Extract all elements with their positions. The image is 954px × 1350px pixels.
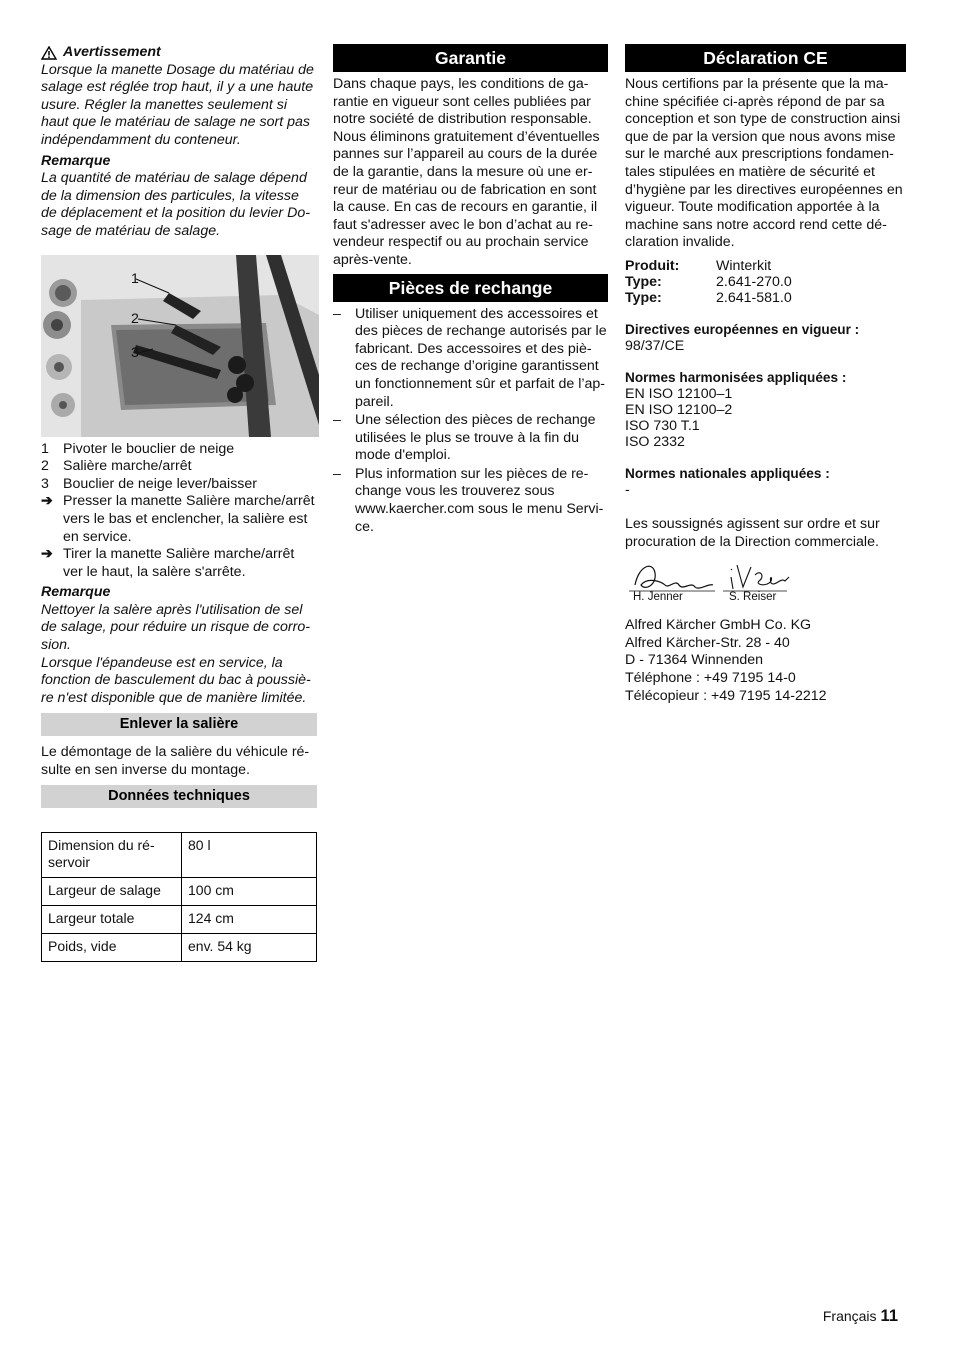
- table-cell: Largeur de salage: [42, 877, 182, 905]
- list-item: [41, 546, 317, 581]
- ce-text: Nous certifions par la présente que la ma-chine spécifiée ci-après répond de par sa conception et son type de construction ainsi que de par la version que nous avons mise sur le marché aux prescriptions fondamen-tales stipulées en matière de sécurité et d’hygiène par les directives européennes en vigueur. Toute modification apportée à la machine sans notre accord rend cette dé-claration invalide.: [625, 76, 903, 251]
- table-row: [42, 933, 317, 961]
- figure-label: 3: [131, 344, 139, 361]
- table-cell: 124 cm: [182, 905, 317, 933]
- signer-name: S. Reiser: [729, 591, 777, 604]
- guarantee-text: Dans chaque pays, les conditions de ga-rantie en vigueur sont celles publiées par notre société de distribution responsable. Nous éliminons gratuitement d’éventuelles pannes sur l’appareil au cours de la durée de la garantie, dans la mesure où une er-reur de matériau ou de fabrication en sont la cause. En cas de recours en garantie, il faut s'adresser avec le bon d’achat au re-vendeur respectif ou au prochain service après-vente.: [333, 76, 600, 268]
- product-value: Winterkit: [716, 257, 772, 274]
- arrow-icon: ➔: [41, 493, 53, 510]
- item-text: Bouclier de neige lever/baisser: [63, 475, 258, 492]
- warning-title: Avertissement: [63, 44, 161, 60]
- item-text: Tirer la manette Salière marche/arrêt ver le haut, la salère s'arrête.: [63, 546, 295, 580]
- table-cell: 100 cm: [182, 877, 317, 905]
- warning-text: Lorsque la manette Dosage du matériau de salage est réglée trop haut, il y a une haute usure. Régler la manettes seulement si haut que le matériau de salage ne sort pas indépendamment du conteneur.: [41, 61, 314, 148]
- national-value: -: [625, 481, 630, 498]
- address-line: D - 71364 Winnenden: [625, 652, 764, 669]
- list-item: [41, 493, 317, 546]
- figure-label: 1: [131, 270, 139, 287]
- arrow-list: [41, 493, 317, 581]
- address-line: Téléphone : +49 7195 14-0: [625, 669, 796, 686]
- item-text: Pivoter le bouclier de neige: [63, 440, 235, 457]
- dash-marker: –: [333, 465, 341, 482]
- tech-data-table: [41, 832, 317, 962]
- address-line: Alfred Kärcher-Str. 28 - 40: [625, 634, 790, 651]
- middle-column: [333, 44, 608, 537]
- table-cell: 80 l: [182, 832, 317, 877]
- dash-marker: –: [333, 412, 341, 429]
- list-item: [41, 476, 317, 494]
- table-cell: Largeur totale: [42, 905, 182, 933]
- table-row: [42, 877, 317, 905]
- section-heading: Enlever la salière: [41, 713, 317, 736]
- note-text: Nettoyer la salère après l'utilisation de sel de salage, pour réduire un risque de corro-sion.: [41, 601, 310, 654]
- table-cell: Dimension du ré-servoir: [42, 832, 182, 877]
- product-key: Type:: [625, 273, 662, 290]
- section-heading: Garantie: [333, 44, 608, 72]
- harmonised-title: Normes harmonisées appliquées :: [625, 369, 847, 385]
- note-title: Remarque: [41, 584, 111, 601]
- address-line: Alfred Kärcher GmbH Co. KG: [625, 617, 812, 634]
- national-title: Normes nationales appliquées :: [625, 465, 830, 481]
- product-value: 2.641-270.0: [716, 273, 792, 290]
- item-number: 3: [41, 475, 49, 492]
- control-levers-photo: [41, 255, 319, 437]
- harmonised-value: EN ISO 12100–1: [625, 385, 733, 402]
- item-text: Plus information sur les pièces de re-change vous les trouverez sous www.kaercher.com sous le menu Servi-ce.: [355, 465, 604, 535]
- product-row: [625, 290, 906, 306]
- dash-list: [333, 306, 608, 537]
- signers-text: Les soussignés agissent sur ordre et sur procuration de la Direction commerciale.: [625, 515, 880, 550]
- signatures: [625, 555, 906, 607]
- arrow-icon: ➔: [41, 546, 53, 563]
- page-number: 11: [880, 1307, 898, 1325]
- note-text: La quantité de matériau de salage dépend de la dimension des particules, la vitesse de déplacement et la position du levier Do-sage de matériau de salage.: [41, 170, 310, 239]
- section-heading: Déclaration CE: [625, 44, 906, 72]
- list-item: [41, 458, 317, 476]
- item-number: 1: [41, 440, 49, 457]
- note-text: Lorsque l'épandeuse est en service, la fonction de basculement du bac à poussiè-re n'est disponible que de manière limitée.: [41, 654, 311, 706]
- product-info: [625, 258, 906, 306]
- section-text: Le démontage de la salière du véhicule ré-sulte en sen inverse du montage.: [41, 744, 310, 779]
- item-text: Une sélection des pièces de rechange utilisées le plus se trouve à la fin du mode d'emploi.: [355, 412, 596, 464]
- warning-triangle-icon: [41, 46, 57, 60]
- list-item: [333, 412, 608, 465]
- address-line: Télécopieur : +49 7195 14-2212: [625, 687, 827, 704]
- table-cell: Poids, vide: [42, 933, 182, 961]
- harmonised-value: EN ISO 12100–2: [625, 401, 733, 418]
- section-heading: Données techniques: [41, 785, 317, 808]
- table-row: [42, 832, 317, 877]
- product-row: [625, 274, 906, 290]
- harmonised-value: ISO 730 T.1: [625, 417, 700, 434]
- harmonised-value: ISO 2332: [625, 433, 685, 450]
- item-text: Utiliser uniquement des accessoires et des pièces de rechange autorisés par le fabricant. Des accessoires et des piè-ces de rechange d’origine garantissent un fonctionnement sûr et parfait de l’ap-pareil.: [355, 305, 607, 410]
- photo-illustration: [41, 255, 319, 437]
- note-title: Remarque: [41, 152, 111, 169]
- directives-title: Directives européennes en vigueur :: [625, 321, 860, 337]
- list-item: [333, 466, 608, 536]
- warning-heading: [41, 44, 317, 62]
- right-column: [625, 44, 906, 705]
- directives-value: 98/37/CE: [625, 337, 685, 354]
- section-heading: Pièces de rechange: [333, 274, 608, 302]
- item-text: Presser la manette Salière marche/arrêt vers le bas et enclencher, la salière est en service.: [63, 493, 315, 545]
- product-row: [625, 258, 906, 274]
- product-value: 2.641-581.0: [716, 289, 792, 306]
- company-address: [625, 617, 906, 705]
- left-column: [41, 44, 317, 962]
- dash-marker: –: [333, 305, 341, 322]
- list-item: [41, 441, 317, 459]
- signer-name: H. Jenner: [633, 591, 683, 604]
- list-item: [333, 306, 608, 412]
- item-text: Salière marche/arrêt: [63, 458, 192, 475]
- footer-language: Français: [822, 1308, 877, 1324]
- table-cell: env. 54 kg: [182, 933, 317, 961]
- product-key: Produit:: [625, 257, 680, 274]
- table-row: [42, 905, 317, 933]
- page-footer: [823, 1308, 898, 1326]
- item-number: 2: [41, 458, 49, 475]
- figure-label: 2: [131, 310, 139, 327]
- product-key: Type:: [625, 289, 662, 306]
- numbered-list: [41, 441, 317, 494]
